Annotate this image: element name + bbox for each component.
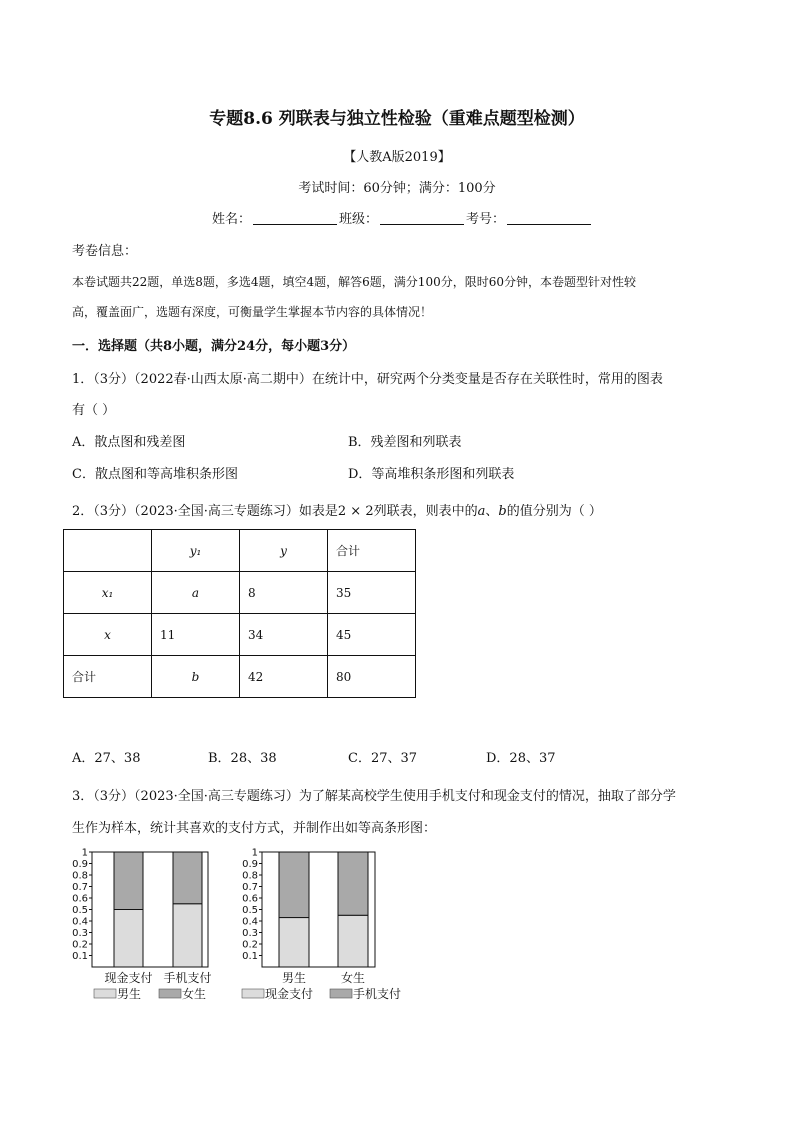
table-row [64, 614, 416, 656]
y-tick-label: 0.4 [242, 916, 258, 928]
q3-stem-line-1: 3．（3分）（2023·全国·高三专题练习）为了解某高校学生使用手机支付和现金支付的情况，抽取了部分学 [72, 789, 676, 804]
y-tick-label: 0.6 [242, 893, 258, 905]
number-blank[interactable] [507, 212, 591, 225]
legend-label: 手机支付 [353, 987, 402, 1001]
x-tick-label: 现金支付 [104, 971, 153, 985]
y-tick-label: 0.5 [242, 905, 258, 916]
bar-segment [338, 852, 368, 915]
y-tick-label: 0.6 [72, 893, 88, 905]
y-tick-label: 1 [251, 847, 258, 859]
table-row-label: x₁ [64, 572, 152, 614]
q2-option-a[interactable]: A．27、38 [72, 751, 141, 766]
name-blank[interactable] [253, 212, 337, 225]
table-header-cell: y₁ [152, 530, 240, 572]
y-tick-label: 0.9 [242, 859, 258, 870]
table-cell: 8 [240, 572, 328, 614]
legend-swatch [242, 989, 264, 998]
y-tick-label: 1 [81, 847, 88, 859]
q3-stem-line-2: 生作为样本，统计其喜欢的支付方式，并制作出如等高条形图： [72, 821, 437, 836]
q2-stem-mid: 列联表，则表中的 [373, 504, 478, 519]
q2-option-d[interactable]: D．28、37 [486, 751, 556, 766]
q1-stem-line-2: 有（ ） [72, 403, 116, 418]
section-heading: 一．选择题（共8小题，满分24分，每小题3分） [72, 339, 356, 354]
table-cell: 45 [328, 614, 416, 656]
y-tick-label: 0.7 [72, 882, 88, 893]
bar-segment [338, 915, 368, 967]
class-label: 班级： [339, 212, 379, 227]
legend-swatch [159, 989, 181, 998]
info-heading: 考卷信息： [72, 244, 138, 259]
legend-label: 女生 [182, 987, 207, 1001]
student-fields [212, 208, 593, 227]
bar-segment [173, 852, 202, 904]
y-tick-label: 0.8 [72, 870, 88, 882]
legend-swatch [330, 989, 352, 998]
table-header-cell: 合计 [328, 530, 416, 572]
bar-segment [114, 852, 143, 910]
q2-stem-suffix: 的值分别为（ ） [506, 504, 602, 519]
y-tick-label: 0.2 [242, 939, 258, 951]
table-cell: 34 [240, 614, 328, 656]
table-header-row [64, 530, 416, 572]
q2-sep: 、 [485, 504, 499, 519]
table-cell [64, 530, 152, 572]
y-tick-label: 0.7 [242, 882, 258, 893]
y-tick-label: 0.1 [72, 951, 88, 962]
table-cell: 11 [152, 614, 240, 656]
q1-stem-line-1: 1．（3分）（2022春·山西太原·高二期中）在统计中，研究两个分类变量是否存在关联性时，常用的图表 [72, 372, 663, 387]
q1-option-b[interactable]: B．残差图和列联表 [348, 435, 462, 450]
legend-label: 男生 [117, 987, 142, 1001]
table-row-label: x [64, 614, 152, 656]
y-tick-label: 0.4 [72, 916, 88, 928]
table-row [64, 572, 416, 614]
edition-label: 【人教A版2019】 [343, 150, 451, 165]
q1-option-a[interactable]: A．散点图和残差图 [72, 435, 186, 450]
stacked-bar-chart-by-payment [62, 842, 232, 1008]
table-row [64, 656, 416, 698]
x-tick-label: 手机支付 [163, 971, 212, 985]
y-tick-label: 0.8 [242, 870, 258, 882]
q2-stem-prefix: 2．（3分）（2023·全国·高三专题练习）如表是 [72, 504, 338, 519]
stacked-bar-chart-by-gender [232, 842, 428, 1008]
y-tick-label: 0.1 [242, 951, 258, 962]
y-tick-label: 0.9 [72, 859, 88, 870]
x-tick-label: 女生 [340, 971, 366, 985]
table-cell: 35 [328, 572, 416, 614]
number-label: 考号： [466, 212, 506, 227]
bar-segment [114, 910, 143, 968]
q2-option-c[interactable]: C．27、37 [348, 751, 418, 766]
y-tick-label: 0.3 [242, 928, 258, 939]
bar-segment [173, 904, 202, 967]
class-blank[interactable] [380, 212, 464, 225]
y-tick-label: 0.2 [72, 939, 88, 951]
table-cell: 42 [240, 656, 328, 698]
bar-segment [279, 918, 309, 967]
x-tick-label: 男生 [281, 971, 307, 985]
y-tick-label: 0.5 [72, 905, 88, 916]
table-cell: 80 [328, 656, 416, 698]
q2-stem [72, 500, 602, 519]
y-tick-label: 0.3 [72, 928, 88, 939]
bar-segment [279, 852, 309, 918]
info-line-2: 高，覆盖面广，选题有深度，可衡量学生掌握本节内容的具体情况！ [72, 305, 433, 319]
q2-stem-math: 2 × 2 [337, 504, 374, 519]
exam-time: 考试时间：60分钟；满分：100分 [298, 181, 496, 196]
table-cell: b [152, 656, 240, 698]
page-title: 专题8.6 列联表与独立性检验（重难点题型检测） [209, 109, 585, 129]
q1-option-c[interactable]: C．散点图和等高堆积条形图 [72, 467, 238, 482]
table-row-label: 合计 [64, 656, 152, 698]
contingency-table [63, 529, 416, 698]
q1-option-d[interactable]: D．等高堆积条形图和列联表 [348, 467, 515, 482]
q2-var-a: a [477, 504, 486, 519]
table-cell: a [152, 572, 240, 614]
legend-label: 现金支付 [265, 987, 314, 1001]
info-line-1: 本卷试题共22题，单选8题，多选4题，填空4题，解答6题，满分100分，限时60分钟，本卷题型针对性较 [72, 275, 636, 289]
q2-var-b: b [498, 504, 507, 519]
q2-option-b[interactable]: B．28、38 [208, 751, 277, 766]
legend-swatch [94, 989, 116, 998]
name-label: 姓名： [212, 212, 252, 227]
table-header-cell: y [240, 530, 328, 572]
